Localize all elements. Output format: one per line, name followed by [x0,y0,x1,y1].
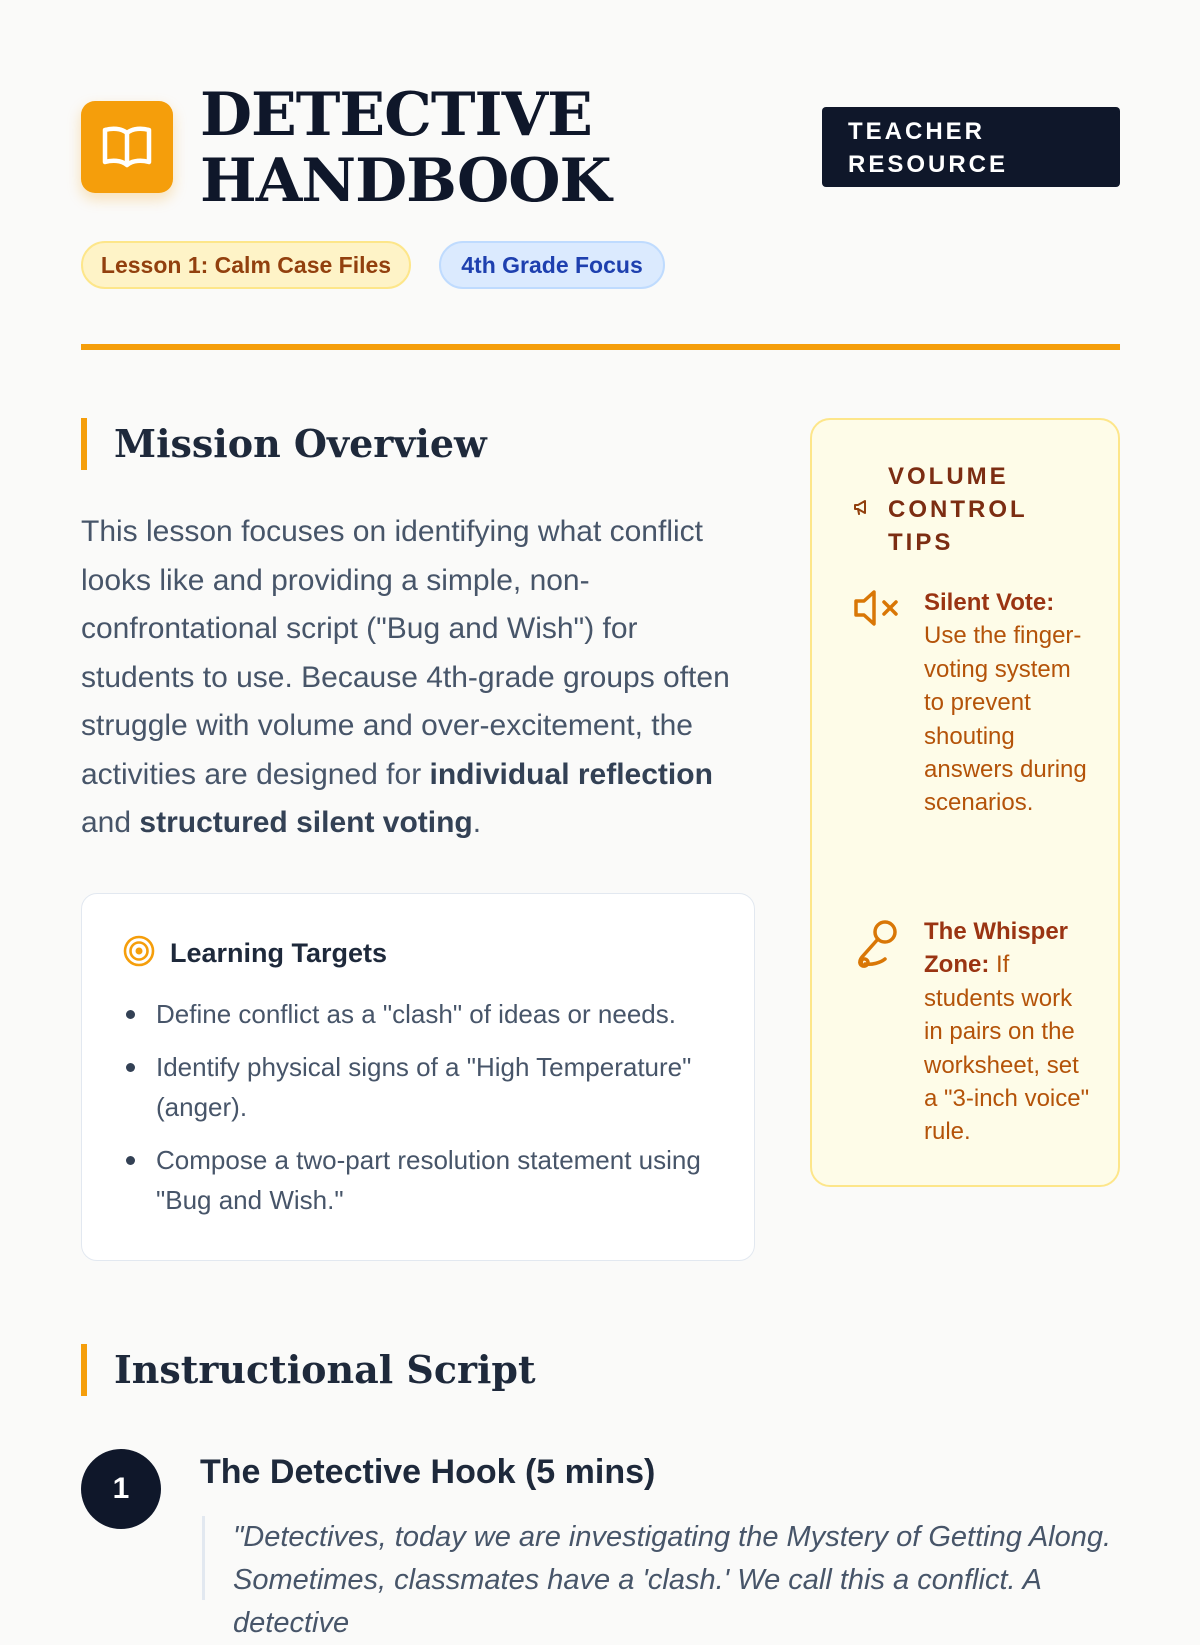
mission-overview-text [81,508,757,848]
mission-text-part: . [472,806,482,839]
tip-text [924,586,1094,820]
volume-control-tips-card [810,418,1120,1187]
target-icon [122,934,156,973]
tip-body: If students work in pairs on the worksheet, set a "3-inch voice" rule. [924,951,1090,1146]
header-divider [81,344,1120,350]
mission-overview-heading: Mission Overview [81,418,487,470]
instructional-script-heading: Instructional Script [81,1344,536,1396]
tip-body: Use the finger-voting system to prevent shouting answers during scenarios. [924,622,1087,817]
step-title: The Detective Hook (5 mins) [200,1453,656,1491]
mission-text-part: This lesson focuses on identifying what conflict looks like and providing a simple, non-confrontational script ("Bug and Wish") for students to use. Because 4th-grade groups often struggle with volume and over-excitement, the activities are designed for [81,515,730,791]
teacher-resource-badge [822,107,1120,187]
list-item [82,1140,754,1220]
tip-whisper-zone [852,915,1094,1149]
tip-title: Silent Vote: [924,589,1055,616]
book-icon [81,101,173,193]
badge-line-1: TEACHER [848,118,986,145]
grade-tag: 4th Grade Focus [439,241,665,289]
bullet [126,1156,135,1165]
microphone-icon [852,915,902,971]
title-line-2: HANDBOOK [200,146,611,216]
learning-targets-heading: Learning Targets [170,938,388,968]
mission-text-part: and [81,806,140,839]
learning-targets-header [122,934,387,973]
page-title [200,82,611,214]
volume-tips-heading: VOLUME CONTROL TIPS [888,463,1028,556]
step-number-badge: 1 [81,1449,161,1529]
mission-bold-individual-reflection: individual reflection [429,757,713,791]
learning-targets-list [82,994,754,1233]
title-line-1: DETECTIVE [200,80,592,150]
lesson-tag: Lesson 1: Calm Case Files [81,241,411,289]
list-item [82,994,754,1034]
list-item-text: Identify physical signs of a "High Temperature" (anger). [156,1052,692,1122]
bullet [126,1063,135,1072]
list-item-text: Define conflict as a "clash" of ideas or needs. [156,999,676,1029]
learning-targets-card [81,893,755,1261]
list-item [82,1047,754,1127]
badge-line-2: RESOURCE [848,151,1009,178]
tip-title: The Whisper Zone: [924,918,1069,979]
volume-mute-icon [852,586,906,630]
tip-silent-vote [852,586,1094,820]
bullet [126,1010,135,1019]
list-item-text: Compose a two-part resolution statement using "Bug and Wish." [156,1145,701,1215]
tip-text [924,915,1094,1149]
megaphone-icon [852,497,872,522]
volume-tips-header [852,460,1048,559]
step-quote: "Detectives, today we are investigating the Mystery of Getting Along. Sometimes, classmates have a 'clash.' We call this a conflict. A detective [202,1516,1132,1600]
mission-bold-structured-silent-voting: structured silent voting [139,806,473,839]
